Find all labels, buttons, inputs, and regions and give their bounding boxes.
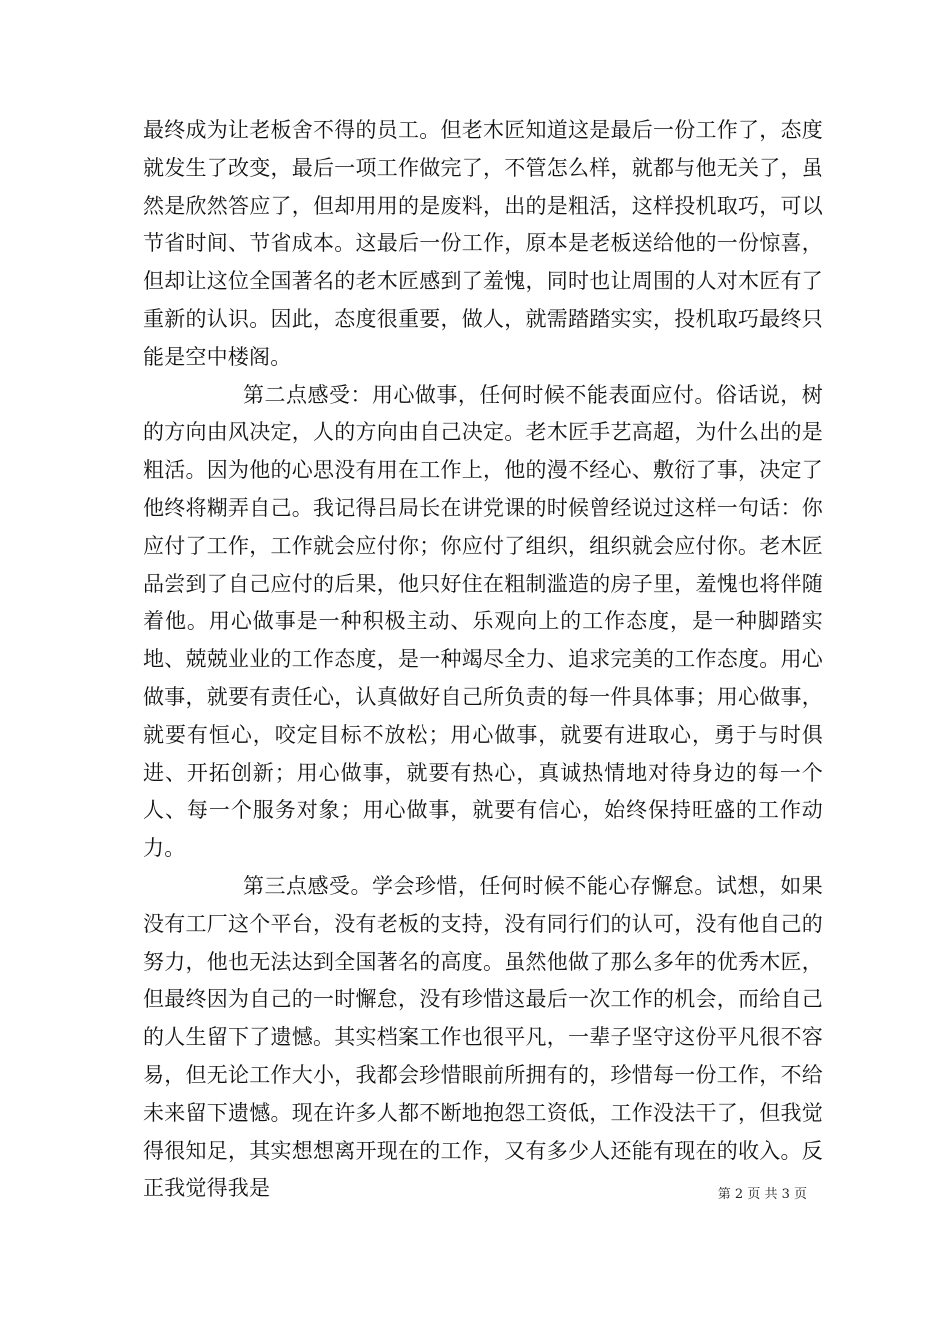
page-number-footer: 第 2 页 共 3 页 — [717, 1187, 807, 1202]
paragraph-1: 最终成为让老板舍不得的员工。但老木匠知道这是最后一份工作了，态度就发生了改变，最后一项工作做完了，不管怎么样，就都与他无关了，虽然是欣然答应了，但却用用的是废料，出的是粗活，这样投机取巧，可以节省时间、节省成本。这最后一份工作，原本是老板送给他的一份惊喜，但却让这位全国著名的老木匠感到了羞愧，同时也让周围的人对木匠有了重新的认识。因此，态度很重要，做人，就需踏踏实实，投机取巧最终只能是空中楼阁。 — [143, 118, 823, 369]
paragraph-3: 第三点感受。学会珍惜，任何时候不能心存懈怠。试想，如果没有工厂这个平台，没有老板的支持，没有同行们的认可，没有他自己的努力，他也无法达到全国著名的高度。虽然他做了那么多年的优秀木匠，但最终因为自己的一时懈怠，没有珍惜这最后一次工作的机会，而给自己的人生留下了遗憾。其实档案工作也很平凡，一辈子坚守这份平凡很不容易，但无论工作大小，我都会珍惜眼前所拥有的，珍惜每一份工作，不给未来留下遗憾。现在许多人都不断地抱怨工资低，工作没法干了，但我觉得很知足，其实想想离开现在的工作，又有多少人还能有现在的收入。反正我觉得我是 — [143, 873, 823, 1201]
document-body — [143, 112, 823, 1208]
paragraph-2: 第二点感受：用心做事，任何时候不能表面应付。俗话说，树的方向由风决定，人的方向由自己决定。老木匠手艺高超，为什么出的是粗活。因为他的心思没有用在工作上，他的漫不经心、敷衍了事，决定了他终将糊弄自己。我记得吕局长在讲党课的时候曾经说过这样一句话：你应付了工作，工作就会应付你；你应付了组织，组织就会应付你。老木匠品尝到了自己应付的后果，他只好住在粗制滥造的房子里，羞愧也将伴随着他。用心做事是一种积极主动、乐观向上的工作态度，是一种脚踏实地、兢兢业业的工作态度，是一种竭尽全力、追求完美的工作态度。用心做事，就要有责任心，认真做好自己所负责的每一件具体事；用心做事，就要有恒心，咬定目标不放松；用心做事，就要有进取心，勇于与时俱进、开拓创新；用心做事，就要有热心，真诚热情地对待身边的每一个人、每一个服务对象；用心做事，就要有信心，始终保持旺盛的工作动力。 — [143, 382, 823, 861]
